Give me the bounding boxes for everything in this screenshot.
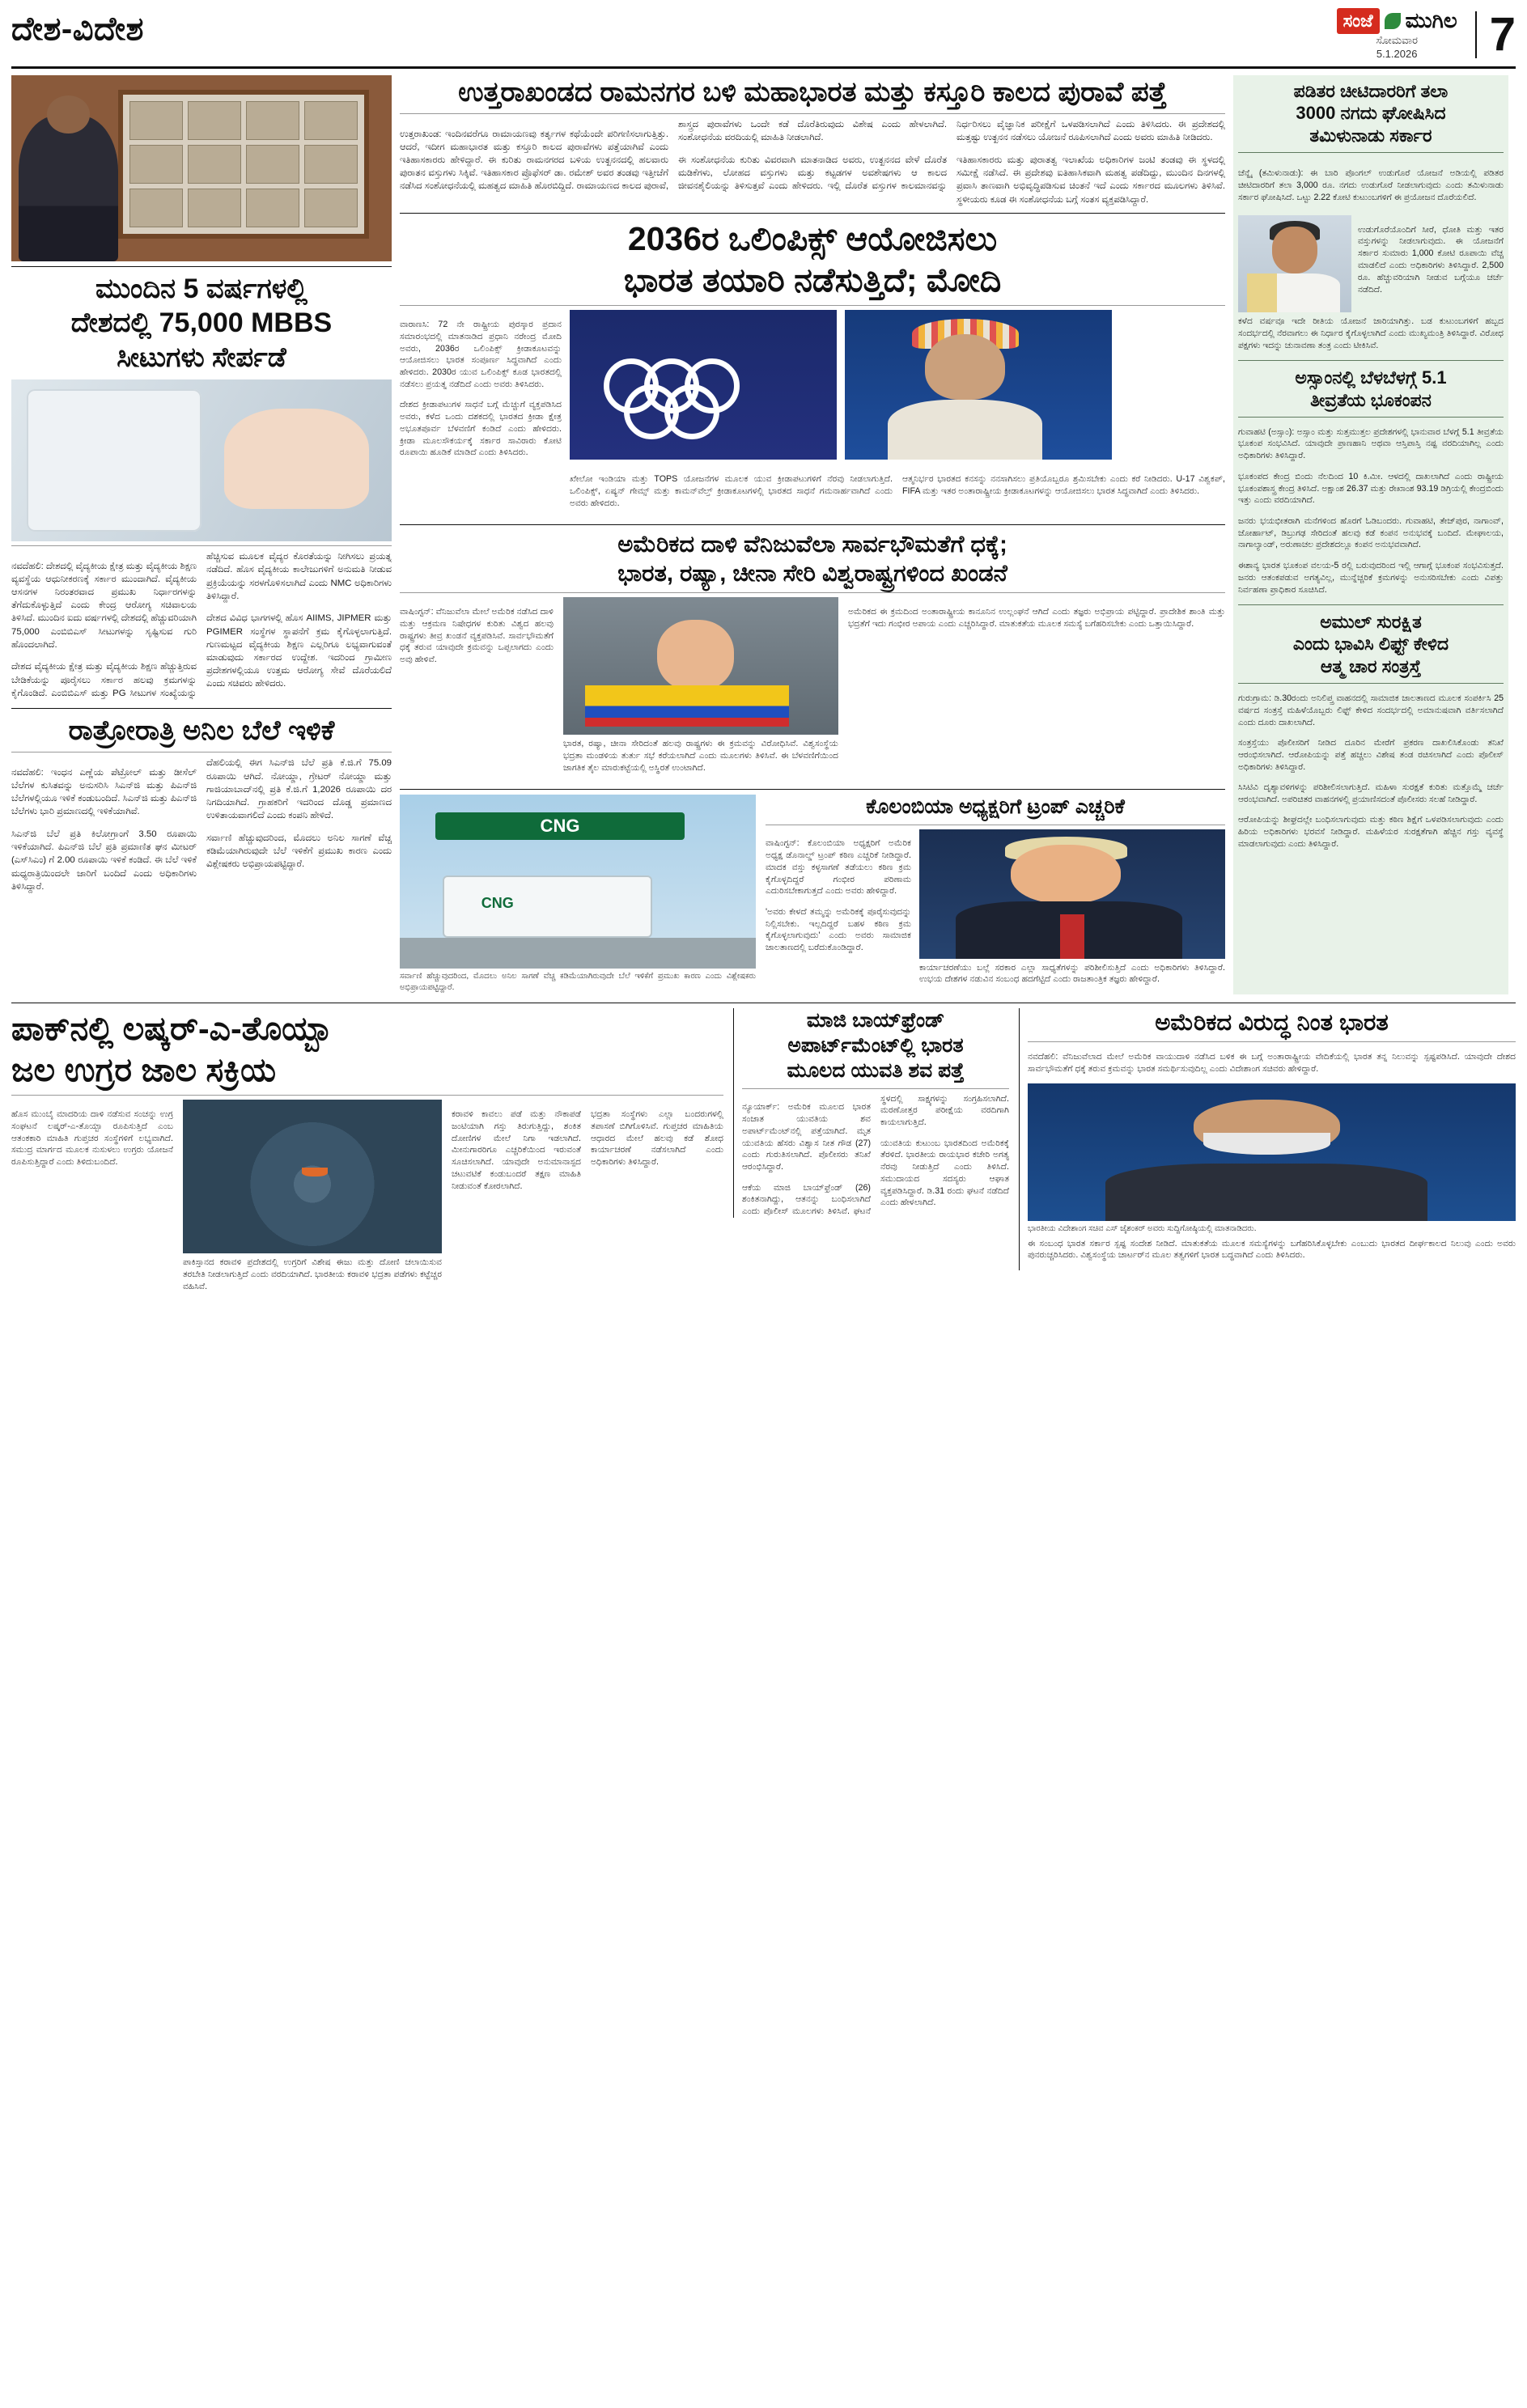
mbbs-body — [11, 550, 392, 700]
photo-rescue-boat — [183, 1100, 442, 1253]
quake-paragraph: ಜನರು ಭಯಭೀತರಾಗಿ ಮನೆಗಳಿಂದ ಹೊರಗೆ ಓಡಿಬಂದರು. ಗುವಾಹಟಿ, ತೇಜ್‌ಪುರ, ನಾಗಾಂವ್, ಜೋರ್ಹಾಟ್, ಡಿಬ್ರುಗಢ ಸೇರಿದಂತೆ ಹಲವು ಕಡೆ ಕಂಪನ ಅನುಭವಕ್ಕೆ ಬಂದಿದೆ. ಮೇಘಾಲಯ, ನಾಗಾಲ್ಯಾಂಡ್, ಅರುಣಾಚಲ ಪ್ರದೇಶದಲ್ಲೂ ಕಂಪನ ಅನುಭವವಾಗಿದೆ. — [1238, 515, 1504, 550]
photo-chief-minister — [1238, 215, 1351, 312]
page-number: 7 — [1475, 11, 1516, 58]
divider — [11, 545, 392, 546]
divider — [1238, 360, 1504, 361]
right-column — [1233, 75, 1508, 994]
tn-headline-line3: ತಮಿಳುನಾಡು ಸರ್ಕಾರ — [1309, 125, 1432, 146]
mbbs-paragraph: ದೇಶದ ವೈದ್ಯಕೀಯ ಕ್ಷೇತ್ರ ಮತ್ತು ವೈದ್ಯಕೀಯ ಶಿಕ್ಷಣ ಹೆಚ್ಚುತ್ತಿರುವ ಬೇಡಿಕೆಯನ್ನು ಪೂರೈಸಲು ಸರ್ಕಾರ ಹಲವು ಕ್ರಮಗಳನ್ನು ಕೈಗೊಂಡಿದೆ. ಎಂಬಿಬಿಎಸ್ ಮತ್ತು PG ಸೀಟುಗಳ ಸಂಖ್ಯೆಯನ್ನು ಹೆಚ್ಚಿಸುವ ಮೂಲಕ ವೈದ್ಯರ ಕೊರತೆಯನ್ನು ನೀಗಿಸಲು ಪ್ರಯತ್ನ ನಡೆದಿದೆ. ಹೊಸ ವೈದ್ಯಕೀಯ ಕಾಲೇಜುಗಳಿಗೆ ಅನುಮತಿ ನೀಡುವ ಪ್ರಕ್ರಿಯೆಯನ್ನು ಸರಳಗೊಳಿಸಲಾಗಿದೆ ಎಂದು NMC ಅಧಿಕಾರಿಗಳು ತಿಳಿಸಿದ್ದಾರೆ. — [11, 552, 392, 698]
photo-foreign-minister — [1028, 1083, 1516, 1221]
quake-headline-line1: ಅಸ್ಸಾಂನಲ್ಲಿ ಬೆಳಬೆಳಗ್ಗೆ 5.1 — [1295, 367, 1447, 388]
jaishankar-headline: ಅಮೆರಿಕದ ವಿರುದ್ಧ ನಿಂತ ಭಾರತ — [1155, 1009, 1389, 1036]
face — [925, 334, 1005, 400]
shawl — [1247, 273, 1276, 312]
cng-headline: ರಾತ್ರೋರಾತ್ರಿ ಅನಿಲ ಬೆಲೆ ಇಳಿಕೆ — [68, 714, 335, 746]
quake-paragraph: ಭೂಕಂಪದ ಕೇಂದ್ರ ಬಿಂದು ನೆಲದಿಂದ 10 ಕಿ.ಮೀ. ಆಳದಲ್ಲಿ ದಾಖಲಾಗಿದೆ ಎಂದು ರಾಷ್ಟ್ರೀಯ ಭೂಕಂಪಶಾಸ್ತ್ರ ಕೇಂದ್ರ ತಿಳಿಸಿದೆ. ಅಕ್ಷಾಂಶ 26.37 ಮತ್ತು ರೇಖಾಂಶ 93.19 ಡಿಗ್ರಿಯಲ್ಲಿ ಕೇಂದ್ರಬಿಂದು ಇತ್ತು ಎಂದು ವರದಿಯಾಗಿದೆ. — [1238, 471, 1504, 506]
leaf-icon — [1385, 13, 1401, 29]
venezuela-paragraph: ಅಮೆರಿಕದ ಈ ಕ್ರಮದಿಂದ ಅಂತಾರಾಷ್ಟ್ರೀಯ ಕಾನೂನಿನ ಉಲ್ಲಂಘನೆ ಆಗಿದೆ ಎಂದು ತಜ್ಞರು ಅಭಿಪ್ರಾಯ ಪಟ್ಟಿದ್ದಾರೆ. ಪ್ರಾದೇಶಿಕ ಶಾಂತಿ ಮತ್ತು ಭದ್ರತೆಗೆ ಇದು ಗಂಭೀರ ಅಪಾಯ ಎಂದು ಎಚ್ಚರಿಸಿದ್ದಾರೆ. ಮಾತುಕತೆಯ ಮೂಲಕ ಸಮಸ್ಯೆ ಬಗೆಹರಿಸಬೇಕು ಎಂದು ಒತ್ತಾಯಿಸಿದ್ದಾರೆ. — [848, 607, 1225, 629]
olympics-paragraph: ಆತ್ಮನಿರ್ಭರ ಭಾರತದ ಕನಸನ್ನು ನನಸಾಗಿಸಲು ಪ್ರತಿಯೊಬ್ಬರೂ ಶ್ರಮಿಸಬೇಕು ಎಂದು ಕರೆ ನೀಡಿದರು. U-17 ವಿಶ್ವಕಪ್, FIFA ಮತ್ತು ಇತರ ಅಂತಾರಾಷ್ಟ್ರೀಯ ಕ್ರೀಡಾಕೂಟಗಳನ್ನು ಆಯೋಜಿಸಲು ಭಾರತ ಸಿದ್ಧವಾಗಿದೆ ಎಂದು ತಿಳಿಸಿದರು. — [902, 473, 1225, 496]
photo-prime-minister — [845, 310, 1112, 460]
brand-block — [1337, 8, 1516, 61]
lashkar-paragraph: ಹೊಸ ಮುಂಬೈ ಮಾದರಿಯ ದಾಳಿ ನಡೆಸುವ ಸಂಚನ್ನು ಉಗ್ರ ಸಂಘಟನೆ ಲಷ್ಕರ್-ಎ-ತೊಯ್ಬಾ ರೂಪಿಸುತ್ತಿದೆ ಎಂಬ ಆತಂಕಕಾರಿ ಮಾಹಿತಿ ಗುಪ್ತಚರ ಸಂಸ್ಥೆಗಳಿಗೆ ಲಭ್ಯವಾಗಿದೆ. ಸಮುದ್ರ ಮಾರ್ಗದ ಮೂಲಕ ನುಸುಳಲು ಉಗ್ರರು ಯೋಜನೆ ರೂಪಿಸುತ್ತಿದ್ದಾರೆ ಎಂದು ತಿಳಿದುಬಂದಿದೆ. — [11, 1109, 173, 1168]
photo-olympic-rings — [570, 310, 837, 460]
masthead — [11, 8, 1516, 69]
colombia-paragraph: ಕಾರ್ಯಾಚರಣೆಯು ಬಲ್ಲೆ ಸರಕಾರ ಎಲ್ಲಾ ಸಾಧ್ಯತೆಗಳನ್ನು ಪರಿಶೀಲಿಸುತ್ತಿದೆ ಎಂದು ಅಧಿಕಾರಿಗಳು ತಿಳಿಸಿದ್ದಾರೆ. ಉಭಯ ದೇಶಗಳ ನಡುವಿನ ಸಂಬಂಧ ಹದಗೆಟ್ಟಿದೆ ಎಂದು ರಾಜತಾಂತ್ರಿಕ ತಜ್ಞರು ಹೇಳಿದ್ದಾರೆ. — [919, 962, 1225, 985]
masthead-weekday: ಸೋಮವಾರ — [1376, 34, 1418, 46]
amul-headline-line1: ಅಮುಲ್ ಸುರಕ್ಷಿತ — [1320, 611, 1422, 632]
cng-paragraph: ಸಿಎನ್‌ಜಿ ಬೆಲೆ ಪ್ರತಿ ಕಿಲೋಗ್ರಾಂಗೆ 3.50 ರೂಪಾಯಿ ಇಳಿಕೆಯಾಗಿದೆ. ಪಿಎನ್‌ಜಿ ಬೆಲೆ ಪ್ರತಿ ಪ್ರಮಾಣಿತ ಘನ ಮೀಟರ್ (ಎಸ್‌ಸಿಎಂ) ಗೆ 2.00 ರೂಪಾಯಿ ಇಳಿಕೆ ಕಂಡಿದೆ. ಈ ಬೆಲೆ ಇಳಿಕೆ ಮಧ್ಯರಾತ್ರಿಯಿಂದಲೇ ಜಾರಿಗೆ ಬಂದಿದೆ ಎಂದು ಅಧಿಕಾರಿಗಳು ತಿಳಿಸಿದ್ದಾರೆ. — [11, 829, 197, 892]
tn-headline-line1: ಪಡಿತರ ಚೀಟಿದಾರರಿಗೆ ತಲಾ — [1293, 80, 1449, 101]
colombia-paragraph: ವಾಷಿಂಗ್ಟನ್: ಕೊಲಂಬಿಯಾ ಅಧ್ಯಕ್ಷರಿಗೆ ಅಮೆರಿಕ ಅಧ್ಯಕ್ಷ ಡೊನಾಲ್ಡ್ ಟ್ರಂಪ್ ಕಠಿಣ ಎಚ್ಚರಿಕೆ ನೀಡಿದ್ದಾರೆ. ಮಾದಕ ವಸ್ತು ಕಳ್ಳಸಾಗಣೆ ತಡೆಯಲು ಕಠಿಣ ಕ್ರಮ ಕೈಗೊಳ್ಳದಿದ್ದರೆ ಗಂಭೀರ ಪರಿಣಾಮ ಎದುರಿಸಬೇಕಾಗುತ್ತದೆ ಎಂದು ಅವರು ಹೇಳಿದ್ದಾರೆ. — [766, 838, 911, 897]
masthead-date: 5.1.2026 — [1376, 47, 1418, 60]
olympics-paragraph: ವಾರಾಣಸಿ: 72 ನೇ ರಾಷ್ಟ್ರೀಯ ಪುರಸ್ಕಾರ ಪ್ರದಾನ ಸಮಾರಂಭದಲ್ಲಿ ಮಾತನಾಡಿದ ಪ್ರಧಾನಿ ನರೇಂದ್ರ ಮೋದಿ ಅವರು, 2036ರ ಒಲಿಂಪಿಕ್ಸ್ ಕ್ರೀಡಾಕೂಟವನ್ನು ಆಯೋಜಿಸಲು ಭಾರತ ಸಂಪೂರ್ಣ ಸಿದ್ಧವಾಗಿದೆ ಎಂದು ಹೇಳಿದರು. 2030ರ ಯುವ ಒಲಿಂಪಿಕ್ಸ್ ಕೂಡ ಭಾರತದಲ್ಲಿ ನಡೆಸಲು ಪ್ರಯತ್ನ ನಡೆದಿದೆ ಎಂದು ಅವರು ತಿಳಿಸಿದರು. — [400, 319, 562, 389]
lashkar-paragraph: ಪಾಕಿಸ್ತಾನದ ಕರಾವಳಿ ಪ್ರದೇಶದಲ್ಲಿ ಉಗ್ರರಿಗೆ ವಿಶೇಷ ಈಜು ಮತ್ತು ದೋಣಿ ಚಲಾಯಿಸುವ ತರಬೇತಿ ನೀಡಲಾಗುತ್ತಿದೆ ಎಂದು ವರದಿಯಾಗಿದೆ. ಭಾರತೀಯ ಕರಾವಳಿ ಭದ್ರತಾ ಪಡೆಗಳು ಕಟ್ಟೆಚ್ಚರ ವಹಿಸಿವೆ. — [183, 1257, 442, 1291]
cng-paragraph: ನವದೆಹಲಿ: ಇಂಧನ ಎಣ್ಣೆಯ ಪೆಟ್ರೋಲ್ ಮತ್ತು ಡೀಸೆಲ್ ಬೆಲೆಗಳ ಕುಸಿತವನ್ನು ಅನುಸರಿಸಿ ಸಿಎನ್‌ಜಿ ಮತ್ತು ಪಿಎನ್‌ಜಿ ಬೆಲೆಗಳಲ್ಲಿಯೂ ಇಳಿಕೆ ಕಂಡುಬಂದಿದೆ. ಸಿಎನ್‌ಜಿ ಮತ್ತು ಪಿಎನ್‌ಜಿ ಬೆಲೆಗಳು ಭಾರಿ ಪ್ರಮಾಣದಲ್ಲಿ ಇಳಿಕೆಯಾಗಿವೆ. — [11, 767, 197, 817]
person-figure — [19, 116, 117, 261]
divider — [11, 266, 392, 267]
station-canopy — [435, 812, 685, 840]
divider — [400, 305, 1225, 306]
face — [1011, 845, 1121, 905]
center-column — [400, 75, 1225, 994]
divider — [400, 113, 1225, 114]
brand-name-primary: ಸಂಜೆ — [1337, 8, 1380, 34]
exbf-paragraph: ಆಕೆಯ ಮಾಜಿ ಬಾಯ್‌ಫ್ರೆಂಡ್ (26) ಶಂಕಿತನಾಗಿದ್ದು, ಆತನನ್ನು ಬಂಧಿಸಲಾಗಿದೆ ಎಂದು ಪೊಲೀಸ್ ಮೂಲಗಳು ತಿಳಿಸಿವೆ. ಘಟನೆ ಸ್ಥಳದಲ್ಲಿ ಸಾಕ್ಷ್ಯಗಳನ್ನು ಸಂಗ್ರಹಿಸಲಾಗಿದೆ. ಮರಣೋತ್ತರ ಪರೀಕ್ಷೆಯ ವರದಿಗಾಗಿ ಕಾಯಲಾಗುತ್ತಿದೆ. — [742, 1093, 1009, 1217]
photo-exhibit-board — [11, 75, 392, 261]
bus — [443, 875, 652, 938]
flag — [585, 685, 789, 727]
olympics-headline-line2: ಭಾರತ ತಯಾರಿ ನಡೆಸುತ್ತಿದೆ; ಮೋದಿ — [623, 261, 1002, 299]
page-title: ದೇಶ-ವಿದೇಶ — [11, 11, 144, 47]
exbf-headline-line3: ಮೂಲದ ಯುವತಿ ಶವ ಪತ್ತೆ — [787, 1059, 965, 1083]
quake-paragraph: ಈಶಾನ್ಯ ಭಾರತ ಭೂಕಂಪ ವಲಯ-5 ರಲ್ಲಿ ಬರುವುದರಿಂದ ಇಲ್ಲಿ ಆಗಾಗ್ಗೆ ಭೂಕಂಪ ಸಂಭವಿಸುತ್ತದೆ. ಜನರು ಆತಂಕಪಡುವ ಅಗತ್ಯವಿಲ್ಲ, ಮುನ್ನೆಚ್ಚರಿಕೆ ಕ್ರಮಗಳನ್ನು ಅನುಸರಿಸಬೇಕು ಎಂದು ವಿಪತ್ತು ನಿರ್ವಹಣಾ ಪ್ರಾಧಿಕಾರ ಸೂಚಿಸಿದೆ. — [1238, 560, 1504, 595]
divider — [400, 524, 1225, 525]
divider — [400, 213, 1225, 214]
jaishankar-paragraph: ಈ ಸಂಬಂಧ ಭಾರತ ಸರ್ಕಾರ ಸ್ಪಷ್ಟ ಸಂದೇಶ ನೀಡಿದೆ. ಮಾತುಕತೆಯ ಮೂಲಕ ಸಮಸ್ಯೆಗಳನ್ನು ಬಗೆಹರಿಸಿಕೊಳ್ಳಬೇಕು ಎಂಬುದು ಭಾರತದ ದೀರ್ಘಕಾಲದ ನಿಲುವು ಎಂದು ಅವರು ಪುನರುಚ್ಚರಿಸಿದರು. ವಿಶ್ವಸಂಸ್ಥೆಯ ಚಾರ್ಟರ್‌ನ ಮೂಲ ತತ್ವಗಳಿಗೆ ಭಾರತ ಬದ್ಧವಾಗಿದೆ ಎಂದು ತಿಳಿಸಿದರು. — [1028, 1238, 1516, 1261]
divider — [1238, 417, 1504, 418]
quake-paragraph: ಗುವಾಹಟಿ (ಅಸ್ಸಾಂ): ಅಸ್ಸಾಂ ಮತ್ತು ಸುತ್ತಮುತ್ತಲ ಪ್ರದೇಶಗಳಲ್ಲಿ ಭಾನುವಾರ ಬೆಳಗ್ಗೆ 5.1 ತೀವ್ರತೆಯ ಭೂಕಂಪ ಸಂಭವಿಸಿದೆ. ಯಾವುದೇ ಪ್ರಾಣಹಾನಿ ಅಥವಾ ಆಸ್ತಿಪಾಸ್ತಿ ನಷ್ಟ ವರದಿಯಾಗಿಲ್ಲ ಎಂದು ಅಧಿಕಾರಿಗಳು ತಿಳಿಸಿದ್ದಾರೆ. — [1238, 426, 1504, 461]
colombia-paragraph: 'ಅವರು ಕೇಳದೆ ತಮ್ಮನ್ನು ಅಮೆರಿಕಕ್ಕೆ ಪೂರೈಸುವುದನ್ನು ನಿಲ್ಲಿಸಬೇಕು. ಇಲ್ಲದಿದ್ದರೆ ಬಹಳ ಕಠಿಣ ಕ್ರಮ ಕೈಗೊಳ್ಳಲಾಗುವುದು' ಎಂದು ಅವರು ಸಾಮಾಜಿಕ ಜಾಲತಾಣದಲ್ಲಿ ಬರೆದುಕೊಂಡಿದ್ದಾರೆ. — [766, 906, 911, 953]
colombia-headline: ಕೊಲಂಬಿಯಾ ಅಧ್ಯಕ್ಷರಿಗೆ ಟ್ರಂಪ್ ಎಚ್ಚರಿಕೆ — [866, 795, 1125, 819]
olympics-paragraph: ಖೇಲೋ ಇಂಡಿಯಾ ಮತ್ತು TOPS ಯೋಜನೆಗಳ ಮೂಲಕ ಯುವ ಕ್ರೀಡಾಪಟುಗಳಿಗೆ ನೆರವು ನೀಡಲಾಗುತ್ತಿದೆ. ಒಲಿಂಪಿಕ್ಸ್, ಏಷ್ಯನ್ ಗೇಮ್ಸ್ ಮತ್ತು ಕಾಮನ್‌ವೆಲ್ತ್ ಕ್ರೀಡಾಕೂಟಗಳಲ್ಲಿ ಭಾರತದ ಸಾಧನೆ ಗಮನಾರ್ಹವಾಗಿದೆ ಎಂದು ಅವರು ಹೇಳಿದರು. — [570, 473, 893, 508]
mbbs-paragraph: ದೇಶದ ವಿವಿಧ ಭಾಗಗಳಲ್ಲಿ ಹೊಸ AIIMS, JIPMER ಮತ್ತು PGIMER ಸಂಸ್ಥೆಗಳ ಸ್ಥಾಪನೆಗೆ ಕ್ರಮ ಕೈಗೊಳ್ಳಲಾಗುತ್ತಿದೆ. ಗುಣಮಟ್ಟದ ವೈದ್ಯಕೀಯ ಶಿಕ್ಷಣ ಎಲ್ಲರಿಗೂ ಲಭ್ಯವಾಗುವಂತೆ ಮಾಡುವುದು ಸರ್ಕಾರದ ಉದ್ದೇಶ. ಇದರಿಂದ ಗ್ರಾಮೀಣ ಪ್ರದೇಶಗಳಲ್ಲಿಯೂ ಉತ್ತಮ ಆರೋಗ್ಯ ಸೇವೆ ದೊರೆಯಲಿದೆ ಎಂದು ಸಚಿವರು ಹೇಳಿದರು. — [206, 613, 392, 689]
lead-paragraph: ಇತಿಹಾಸಕಾರರು ಮತ್ತು ಪುರಾತತ್ವ ಇಲಾಖೆಯ ಅಧಿಕಾರಿಗಳ ಜಂಟಿ ತಂಡವು ಈ ಸ್ಥಳದಲ್ಲಿ ಸಮೀಕ್ಷೆ ನಡೆಸಿದೆ. ಈ ಪ್ರದೇಶವು ಐತಿಹಾಸಿಕವಾಗಿ ಮಹತ್ವ ಪಡೆದಿದ್ದು, ಮುಂದಿನ ದಿನಗಳಲ್ಲಿ ಪ್ರವಾಸಿ ತಾಣವಾಗಿ ಅಭಿವೃದ್ಧಿಪಡಿಸುವ ಚಿಂತನೆ ಇದೆ ಎಂದು ಸರ್ಕಾರದ ಮೂಲಗಳು ತಿಳಿಸಿವೆ. ಸ್ಥಳೀಯರು ಕೂಡ ಈ ಸಂಶೋಧನೆಯ ಬಗ್ಗೆ ಸಂತಸ ವ್ಯಕ್ತಪಡಿಸಿದ್ದಾರೆ. — [956, 155, 1225, 205]
jaishankar-story — [1019, 1008, 1516, 1270]
amul-headline-line3: ಆತ್ಮ ಚಾರ ಸಂತ್ರಸ್ತೆ — [1320, 655, 1422, 676]
lashkar-story — [11, 1008, 723, 1301]
necktie — [1060, 914, 1084, 958]
lead-headline-line1: ಉತ್ತರಾಖಂಡದ ರಾಮನಗರ ಬಳಿ ಮಹಾಭಾರತ ಮತ್ತು ಕಸ್ತೂರಿ ಕಾಲದ ಪುರಾವೆ ಪತ್ತೆ — [458, 76, 1167, 108]
left-column — [11, 75, 392, 994]
lashkar-headline-line2: ಜಲ ಉಗ್ರರ ಜಾಲ ಸಕ್ರಿಯ — [11, 1051, 277, 1089]
exbf-paragraph: ಯುವತಿಯ ಕುಟುಂಬ ಭಾರತದಿಂದ ಅಮೆರಿಕಕ್ಕೆ ತೆರಳಿದೆ. ಭಾರತೀಯ ರಾಯಭಾರ ಕಚೇರಿ ಅಗತ್ಯ ನೆರವು ನೀಡುತ್ತಿದೆ ಎಂದು ತಿಳಿಸಿದೆ. ಸಮುದಾಯದ ಸದಸ್ಯರು ಆಘಾತ ವ್ಯಕ್ತಪಡಿಸಿದ್ದಾರೆ. ಡಿ.31 ರಂದು ಘಟನೆ ನಡೆದಿದೆ ಎಂದು ಹೇಳಲಾಗಿದೆ. — [880, 1138, 1009, 1208]
tn-paragraph: ಚೆನ್ನೈ (ತಮಿಳುನಾಡು): ಈ ಬಾರಿ ಪೊಂಗಲ್ ಉಡುಗೊರೆ ಯೋಜನೆ ಅಡಿಯಲ್ಲಿ ಪಡಿತರ ಚೀಟಿದಾರರಿಗೆ ತಲಾ 3,000 ರೂ. ನಗದು ಉಡುಗೊರೆ ನೀಡಲಾಗುವುದು ಎಂದು ತಮಿಳುನಾಡು ಸರ್ಕಾರ ಘೋಷಿಸಿದೆ. ಒಟ್ಟು 2.22 ಕೋಟಿ ಕುಟುಂಬಗಳಿಗೆ ಈ ಪ್ರಯೋಜನ ದೊರೆಯಲಿದೆ. — [1238, 167, 1504, 202]
amul-paragraph: ಗುರುಗ್ರಾಮ: ಡಿ.30ರಂದು ಅನಿಲಿಪ್ತ್ರ ವಾಹನದಲ್ಲಿ ಸಾಮಾಜಿಕ ಜಾಲತಾಣದ ಮೂಲಕ ಸಂಪರ್ಕಿಸಿ 25 ವರ್ಷದ ಸಂತ್ರಸ್ತೆ ಮಹಿಳೆಯೊಬ್ಬರು ಲಿಫ್ಟ್ ಕೇಳಿದ ಸಂದರ್ಭದಲ್ಲಿ ಅಮಾನುಷವಾಗಿ ವರ್ತಿಸಲಾಗಿದೆ ಎಂದು ದೂರು ದಾಖಲಾಗಿದೆ. — [1238, 693, 1504, 727]
kurta — [888, 400, 1042, 460]
lead-paragraph: ಈ ಸಂಶೋಧನೆಯ ಕುರಿತು ವಿವರವಾಗಿ ಮಾತನಾಡಿದ ಅವರು, ಉತ್ಖನನದ ವೇಳೆ ದೊರೆತ ಮಡಿಕೆಗಳು, ಲೋಹದ ವಸ್ತುಗಳು ಮತ್ತು ಕಟ್ಟಡಗಳ ಅವಶೇಷಗಳು ಆ ಕಾಲದ ಜೀವನಶೈಲಿಯನ್ನು ತಿಳಿಸುತ್ತವೆ ಎಂದು ಹೇಳಿದರು. ಇಲ್ಲಿ ದೊರೆತ ವಸ್ತುಗಳ ಕಾಲಮಾನವನ್ನು ನಿರ್ಧರಿಸಲು ವೈಜ್ಞಾನಿಕ ಪರೀಕ್ಷೆಗೆ ಒಳಪಡಿಸಲಾಗಿದೆ ಎಂದು ತಿಳಿಸಿದರು. ಈ ಪ್ರದೇಶದಲ್ಲಿ ಮತ್ತಷ್ಟು ಉತ್ಖನನ ನಡೆಸಲು ಯೋಜನೆ ರೂಪಿಸಲಾಗಿದೆ ಎಂದು ಅವರು ಮಾಹಿತಿ ನೀಡಿದರು. — [678, 120, 1225, 192]
tn-paragraph: ಉಡುಗೊರೆಯೊಂದಿಗೆ ಸೀರೆ, ಧೋತಿ ಮತ್ತು ಇತರ ವಸ್ತುಗಳನ್ನು ನೀಡಲಾಗುವುದು. ಈ ಯೋಜನೆಗೆ ಸರ್ಕಾರ ಸುಮಾರು 1,000 ಕೋಟಿ ರೂಪಾಯಿ ವೆಚ್ಚ ಮಾಡಲಿದೆ ಎಂದು ಅಧಿಕಾರಿಗಳು ತಿಳಿಸಿದ್ದಾರೆ. 2,500 ರೂ. ಹೆಚ್ಚುವರಿಯಾಗಿ ನೀಡುವ ಬಗ್ಗೆಯೂ ಚರ್ಚೆ ನಡೆದಿದೆ. — [1358, 224, 1504, 295]
cng-body — [11, 757, 392, 892]
divider — [1238, 152, 1504, 153]
exbf-headline-line1: ಮಾಜಿ ಬಾಯ್‌ಫ್ರೆಂಡ್ — [806, 1008, 945, 1032]
amul-paragraph: ಸಿಸಿಟಿವಿ ದೃಶ್ಯಾವಳಿಗಳನ್ನು ಪರಿಶೀಲಿಸಲಾಗುತ್ತಿದೆ. ಮಹಿಳಾ ಸುರಕ್ಷತೆ ಕುರಿತು ಮತ್ತೊಮ್ಮೆ ಚರ್ಚೆ ಆರಂಭವಾಗಿದೆ. ಅಪರಿಚಿತರ ವಾಹನಗಳಲ್ಲಿ ಪ್ರಯಾಣಿಸದಂತೆ ಪೊಲೀಸರು ಸಲಹೆ ನೀಡಿದ್ದಾರೆ. — [1238, 782, 1504, 805]
lead-story-body — [400, 118, 1225, 206]
photo-doctor-prescription — [11, 379, 392, 541]
exbf-headline-line2: ಅಪಾರ್ಟ್‌ಮೆಂಟ್‌ಲ್ಲಿ ಭಾರತ — [787, 1034, 964, 1058]
cng-paragraph: ಸರ್ವಾಣಿ ಹೆಚ್ಚುವುದರಿಂದ, ಮೊದಲು ಅನಿಲ ಸಾಗಣೆ ವೆಚ್ಚ ಕಡಿಮೆಯಾಗಿರುವುದೇ ಬೆಲೆ ಇಳಿಕೆಗೆ ಪ್ರಮುಖ ಕಾರಣ ಎಂದು ವಿಶ್ಲೇಷಕರು ಅಭಿಪ್ರಾಯಪಟ್ಟಿದ್ದಾರೆ. — [206, 833, 392, 870]
lashkar-headline-line1: ಪಾಕ್‌ನಲ್ಲಿ ಲಷ್ಕರ್-ಎ-ತೊಯ್ಬಾ — [11, 1009, 333, 1047]
page-body — [11, 75, 1516, 994]
jaishankar-photo-caption: ಭಾರತೀಯ ವಿದೇಶಾಂಗ ಸಚಿವ ಎಸ್ ಜೈಶಂಕರ್ ಅವರು ಸುದ್ದಿಗೋಷ್ಠಿಯಲ್ಲಿ ಮಾತನಾಡಿದರು. — [1028, 1224, 1257, 1234]
quake-headline-line2: ತೀವ್ರತೆಯ ಭೂಕಂಪನ — [1310, 389, 1432, 410]
bottom-band — [11, 1008, 1516, 1301]
cng-paragraph: ದೆಹಲಿಯಲ್ಲಿ ಈಗ ಸಿಎನ್‌ಜಿ ಬೆಲೆ ಪ್ರತಿ ಕೆ.ಜಿ.ಗೆ 75.09 ರೂಪಾಯಿ ಆಗಿದೆ. ನೋಯ್ಡಾ, ಗ್ರೇಟರ್ ನೋಯ್ಡಾ ಮತ್ತು ಗಾಜಿಯಾಬಾದ್‌ನಲ್ಲಿ ಪ್ರತಿ ಕೆ.ಜಿ.ಗೆ 1,2026 ರೂಪಾಯಿ ದರ ನಿಗದಿಯಾಗಿದೆ. ಗ್ರಾಹಕರಿಗೆ ಇದರಿಂದ ದೊಡ್ಡ ಪ್ರಮಾಣದ ಉಳಿತಾಯವಾಗಲಿದೆ ಎಂದು ಕಂಪನಿ ಹೇಳಿದೆ. — [206, 758, 392, 821]
venezuela-paragraph: ವಾಷಿಂಗ್ಟನ್: ವೆನಿಜುವೆಲಾ ಮೇಲೆ ಅಮೆರಿಕ ನಡೆಸಿದ ದಾಳಿ ಮತ್ತು ಆಕ್ರಮಣ ನಿಷೇಧಗಳ ಕುರಿತು ವಿಶ್ವದ ಹಲವು ರಾಷ್ಟ್ರಗಳು ತೀವ್ರ ಖಂಡನೆ ವ್ಯಕ್ತಪಡಿಸಿವೆ. ಸಾರ್ವಭೌಮತೆಗೆ ಧಕ್ಕೆ ತರುವ ಯಾವುದೇ ಕ್ರಮವನ್ನು ಒಪ್ಪಲಾಗದು ಎಂದು ಅವು ಹೇಳಿವೆ. — [400, 607, 554, 665]
tn-headline-line2: 3000 ನಗದು ಘೋಷಿಸಿದ — [1296, 103, 1446, 124]
amul-paragraph: ಸಂತ್ರಸ್ತೆಯು ಪೊಲೀಸರಿಗೆ ನೀಡಿದ ದೂರಿನ ಮೇರೆಗೆ ಪ್ರಕರಣ ದಾಖಲಿಸಿಕೊಂಡು ತನಿಖೆ ಆರಂಭಿಸಲಾಗಿದೆ. ಆರೋಪಿಯನ್ನು ಪತ್ತೆ ಹಚ್ಚಲು ವಿಶೇಷ ತಂಡ ರಚಿಸಲಾಗಿದೆ ಎಂದು ಪೊಲೀಸ್ ಅಧಿಕಾರಿಗಳು ತಿಳಿಸಿದ್ದಾರೆ. — [1238, 738, 1504, 772]
venezuela-headline-line2: ಭಾರತ, ರಷ್ಯಾ, ಚೀನಾ ಸೇರಿ ವಿಶ್ವರಾಷ್ಟ್ರಗಳಿಂದ ಖಂಡನೆ — [617, 561, 1007, 587]
divider — [1238, 683, 1504, 684]
mbbs-headline-line1: ಮುಂದಿನ 5 ವರ್ಷಗಳಲ್ಲಿ — [95, 273, 308, 304]
mbbs-headline-line3: ಸೀಟುಗಳು ಸೇರ್ಪಡೆ — [117, 341, 286, 373]
jaishankar-paragraph: ನವದೆಹಲಿ: ವೆನಿಜುವೆಲಾದ ಮೇಲೆ ಅಮೆರಿಕ ವಾಯುದಾಳಿ ನಡೆಸಿದ ಬಳಿಕ ಈ ಬಗ್ಗೆ ಅಂತಾರಾಷ್ಟ್ರೀಯ ವೇದಿಕೆಯಲ್ಲಿ ಭಾರತ ತನ್ನ ನಿಲುವನ್ನು ಸ್ಪಷ್ಟಪಡಿಸಿದೆ. ಯಾವುದೇ ದೇಶದ ಸಾರ್ವಭೌಮತೆಗೆ ಧಕ್ಕೆ ತರುವ ಕ್ರಮವನ್ನು ಭಾರತ ಸಮರ್ಥಿಸುವುದಿಲ್ಲ ಎಂದು ವಿದೇಶಾಂಗ ಸಚಿವರು ಹೇಳಿದ್ದಾರೆ. — [1028, 1051, 1516, 1074]
olympics-paragraph: ದೇಶದ ಕ್ರೀಡಾಪಟುಗಳ ಸಾಧನೆ ಬಗ್ಗೆ ಮೆಚ್ಚುಗೆ ವ್ಯಕ್ತಪಡಿಸಿದ ಅವರು, ಕಳೆದ ಒಂದು ದಶಕದಲ್ಲಿ ಭಾರತದ ಕ್ರೀಡಾ ಕ್ಷೇತ್ರ ಅಭೂತಪೂರ್ವ ಬೆಳವಣಿಗೆ ಕಂಡಿದೆ ಎಂದು ಹೇಳಿದರು. ಕ್ರೀಡಾ ಮೂಲಸೌಕರ್ಯಕ್ಕೆ ಸರ್ಕಾರ ಸಾವಿರಾರು ಕೋಟಿ ರೂಪಾಯಿ ಹೂಡಿಕೆ ಮಾಡಿದೆ ಎಂದು ತಿಳಿಸಿದರು. — [400, 400, 562, 458]
brand-name-secondary: ಮುಗಿಲ — [1405, 8, 1457, 32]
lashkar-paragraph: ಕರಾವಳಿ ಕಾವಲು ಪಡೆ ಮತ್ತು ನೌಕಾಪಡೆ ಜಂಟಿಯಾಗಿ ಗಸ್ತು ತಿರುಗುತ್ತಿದ್ದು, ಶಂಕಿತ ದೋಣಿಗಳ ಮೇಲೆ ನಿಗಾ ಇಡಲಾಗಿದೆ. ಮೀನುಗಾರರಿಗೂ ಎಚ್ಚರಿಕೆಯಿಂದ ಇರುವಂತೆ ಸೂಚಿಸಲಾಗಿದೆ. ಯಾವುದೇ ಅನುಮಾನಾಸ್ಪದ ಚಟುವಟಿಕೆ ಕಂಡುಬಂದರೆ ತಕ್ಷಣ ಮಾಹಿತಿ ನೀಡುವಂತೆ ಕೋರಲಾಗಿದೆ. — [452, 1109, 581, 1191]
cng-photo-caption: ಸರ್ವಾಣಿ ಹೆಚ್ಚುವುದರಿಂದ, ಮೊದಲು ಅನಿಲ ಸಾಗಣೆ ವೆಚ್ಚ ಕಡಿಮೆಯಾಗಿರುವುದೇ ಬೆಲೆ ಇಳಿಕೆಗೆ ಪ್ರಮುಖ ಕಾರಣ ಎಂದು ವಿಶ್ಲೇಷಕರು ಅಭಿಪ್ರಾಯಪಟ್ಟಿದ್ದಾರೆ. — [400, 972, 756, 992]
beard — [1203, 1133, 1330, 1155]
mbbs-headline-line2: ದೇಶದಲ್ಲಿ 75,000 MBBS — [70, 307, 333, 339]
amul-paragraph: ಆರೋಪಿಯನ್ನು ಶೀಘ್ರದಲ್ಲೇ ಬಂಧಿಸಲಾಗುವುದು ಮತ್ತು ಕಠಿಣ ಶಿಕ್ಷೆಗೆ ಒಳಪಡಿಸಲಾಗುವುದು ಎಂದು ಹಿರಿಯ ಅಧಿಕಾರಿಗಳು ಭರವಸೆ ನೀಡಿದ್ದಾರೆ. ಮಹಿಳೆಯರ ಸುರಕ್ಷತೆಗಾಗಿ ಹೆಚ್ಚಿನ ಗಸ್ತು ವ್ಯವಸ್ಥೆ ಮಾಡಲಾಗುವುದು ಎಂದು ತಿಳಿಸಿದ್ದಾರೆ. — [1238, 815, 1504, 850]
divider — [400, 789, 1225, 790]
divider — [1028, 1041, 1516, 1042]
lead-paragraph: ಉತ್ತರಾಖಂಡ: ಇಂದಿನವರೆಗೂ ರಾಮಾಯಣವು ಕರ್ತೃಗಳ ಕಥೆಯೆಂದೇ ಪರಿಗಣಿಸಲಾಗುತ್ತಿತ್ತು. ಆದರೆ, ಇದೀಗ ಮಹಾಭಾರತ ಮತ್ತು ಕಸ್ತೂರಿ ಕಾಲದ ಪುರಾವೆಗಳು ಪತ್ತೆಯಾಗಿವೆ ಎಂದು ಇತಿಹಾಸಕಾರರು ಹೇಳಿದ್ದಾರೆ. ಈ ಕುರಿತು ರಾಮನಗರದ ಬಳಿಯ ಉತ್ಖನನದಲ್ಲಿ ಹಲವಾರು ಪುರಾತನ ವಸ್ತುಗಳು ಸಿಕ್ಕಿವೆ. ಇತಿಹಾಸಕಾರ ಪ್ರೊಫೆಸರ್ ಡಾ. ರಮೇಶ್ ಅವರ ತಂಡವು ಇತ್ತೀಚೆಗೆ ನಡೆಸಿದ ಸಂಶೋಧನೆಯಲ್ಲಿ ಮಹತ್ವದ ಮಾಹಿತಿ ಹೊರಬಿದ್ದಿದೆ. ರಾಮಾಯಣದ ಕಾಲದ ಪುರಾವೆ, ಶಾಸ್ತ್ರದ ಪುರಾವೆಗಳು ಒಂದೇ ಕಡೆ ದೊರೆತಿರುವುದು ವಿಶೇಷ ಎಂದು ಹೇಳಲಾಗಿದೆ. ಸಂಶೋಧನೆಯ ವರದಿಯಲ್ಲಿ ಮಾಹಿತಿ ನೀಡಲಾಗಿದೆ. — [400, 120, 947, 192]
face — [1272, 227, 1317, 273]
coat — [1105, 1164, 1427, 1221]
exbf-paragraph: ನ್ಯೂಯಾರ್ಕ್: ಅಮೆರಿಕ ಮೂಲದ ಭಾರತ ಸಂಜಾತ ಯುವತಿಯ ಶವ ಅಪಾರ್ಟ್‌ಮೆಂಟ್‌ನಲ್ಲಿ ಪತ್ತೆಯಾಗಿದೆ. ಮೃತ ಯುವತಿಯ ಹೆಸರು ವಿಶ್ವಾಸ ನೀತ ಗೌಡ (27) ಎಂದು ಗುರುತಿಸಲಾಗಿದೆ. ಪೊಲೀಸರು ತನಿಖೆ ಆರಂಭಿಸಿದ್ದಾರೆ. — [742, 1102, 871, 1172]
tn-paragraph: ಕಳೆದ ವರ್ಷವೂ ಇದೇ ರೀತಿಯ ಯೋಜನೆ ಜಾರಿಯಾಗಿತ್ತು. ಬಡ ಕುಟುಂಬಗಳಿಗೆ ಹಬ್ಬದ ಸಂದರ್ಭದಲ್ಲಿ ನೆರವಾಗಲು ಈ ನಿರ್ಧಾರ ಕೈಗೊಳ್ಳಲಾಗಿದೆ ಎಂದು ಮುಖ್ಯಮಂತ್ರಿ ತಿಳಿಸಿದ್ದಾರೆ. ವಿರೋಧ ಪಕ್ಷಗಳು ಇದನ್ನು ಚುನಾವಣಾ ತಂತ್ರ ಎಂದು ಟೀಕಿಸಿವೆ. — [1238, 316, 1504, 350]
boat — [302, 1168, 328, 1176]
road — [400, 938, 756, 969]
photo-trump — [919, 829, 1225, 959]
divider — [742, 1088, 1009, 1089]
divider — [11, 1095, 723, 1096]
olympics-headline-line1: 2036ರ ಒಲಿಂಪಿಕ್ಸ್ ಆಯೋಜಿಸಲು — [627, 219, 998, 257]
lashkar-paragraph: ಭದ್ರತಾ ಸಂಸ್ಥೆಗಳು ಎಲ್ಲಾ ಬಂದರುಗಳಲ್ಲಿ ತಪಾಸಣೆ ಬಿಗಿಗೊಳಿಸಿವೆ. ಗುಪ್ತಚರ ಮಾಹಿತಿಯ ಆಧಾರದ ಮೇಲೆ ಹಲವು ಕಡೆ ಶೋಧ ಕಾರ್ಯಾಚರಣೆ ನಡೆಸಲಾಗಿದೆ ಎಂದು ಅಧಿಕಾರಿಗಳು ತಿಳಿಸಿದ್ದಾರೆ. — [591, 1109, 723, 1168]
amul-headline-line2: ಎಂದು ಭಾವಿಸಿ ಲಿಫ್ಟ್ ಕೇಳಿದ — [1292, 634, 1449, 655]
exboyfriend-story — [733, 1008, 1009, 1218]
person-figure — [657, 620, 734, 691]
divider — [400, 592, 1225, 593]
photo-cng-station — [400, 795, 756, 969]
photo-protester-flag — [563, 597, 838, 735]
exhibit-panel — [118, 90, 369, 239]
mbbs-paragraph: ನವದೆಹಲಿ: ದೇಶದಲ್ಲಿ ವೈದ್ಯಕೀಯ ಕ್ಷೇತ್ರ ಮತ್ತು ವೈದ್ಯಕೀಯ ಶಿಕ್ಷಣ ವ್ಯವಸ್ಥೆಯ ಆಧುನೀಕರಣಕ್ಕೆ ಸರ್ಕಾರ ಮುಂದಾಗಿದೆ. ವೈದ್ಯಕೀಯ ಆಸನಗಳ ನಿರಂತರವಾದ ಪ್ರಮುಖ ನಿರ್ಧಾರಗಳನ್ನು ತೆಗೆದುಕೊಳ್ಳುತ್ತಿದೆ ಎಂದು ಕೇಂದ್ರ ಆರೋಗ್ಯ ಸಚಿವಾಲಯ ತಿಳಿಸಿದೆ. ಮುಂದಿನ ಐದು ವರ್ಷಗಳಲ್ಲಿ ದೇಶದಲ್ಲಿ ಹೆಚ್ಚುವರಿಯಾಗಿ 75,000 ಎಂಬಿಬಿಎಸ್ ಸೀಟುಗಳನ್ನು ಸೃಷ್ಟಿಸುವ ಗುರಿ ಹೊಂದಲಾಗಿದೆ. — [11, 561, 197, 650]
venezuela-paragraph: ಭಾರತ, ರಷ್ಯಾ, ಚೀನಾ ಸೇರಿದಂತೆ ಹಲವು ರಾಷ್ಟ್ರಗಳು ಈ ಕ್ರಮವನ್ನು ವಿರೋಧಿಸಿವೆ. ವಿಶ್ವಸಂಸ್ಥೆಯ ಭದ್ರತಾ ಮಂಡಳಿಯ ತುರ್ತು ಸಭೆ ಕರೆಯಲಾಗಿದೆ ಎಂದು ಮೂಲಗಳು ತಿಳಿಸಿವೆ. ಈ ಬೆಳವಣಿಗೆಯಿಂದ ಜಾಗತಿಕ ತೈಲ ಮಾರುಕಟ್ಟೆಯಲ್ಲಿ ಅಸ್ಥಿರತೆ ಉಂಟಾಗಿದೆ. — [563, 739, 838, 773]
divider — [11, 708, 392, 709]
divider — [1238, 604, 1504, 605]
brand-logo — [1337, 8, 1457, 34]
venezuela-headline-line1: ಅಮೆರಿಕದ ದಾಳಿ ವೆನಿಜುವೆಲಾ ಸಾರ್ವಭೌಮತೆಗೆ ಧಕ್ಕೆ; — [617, 531, 1007, 557]
